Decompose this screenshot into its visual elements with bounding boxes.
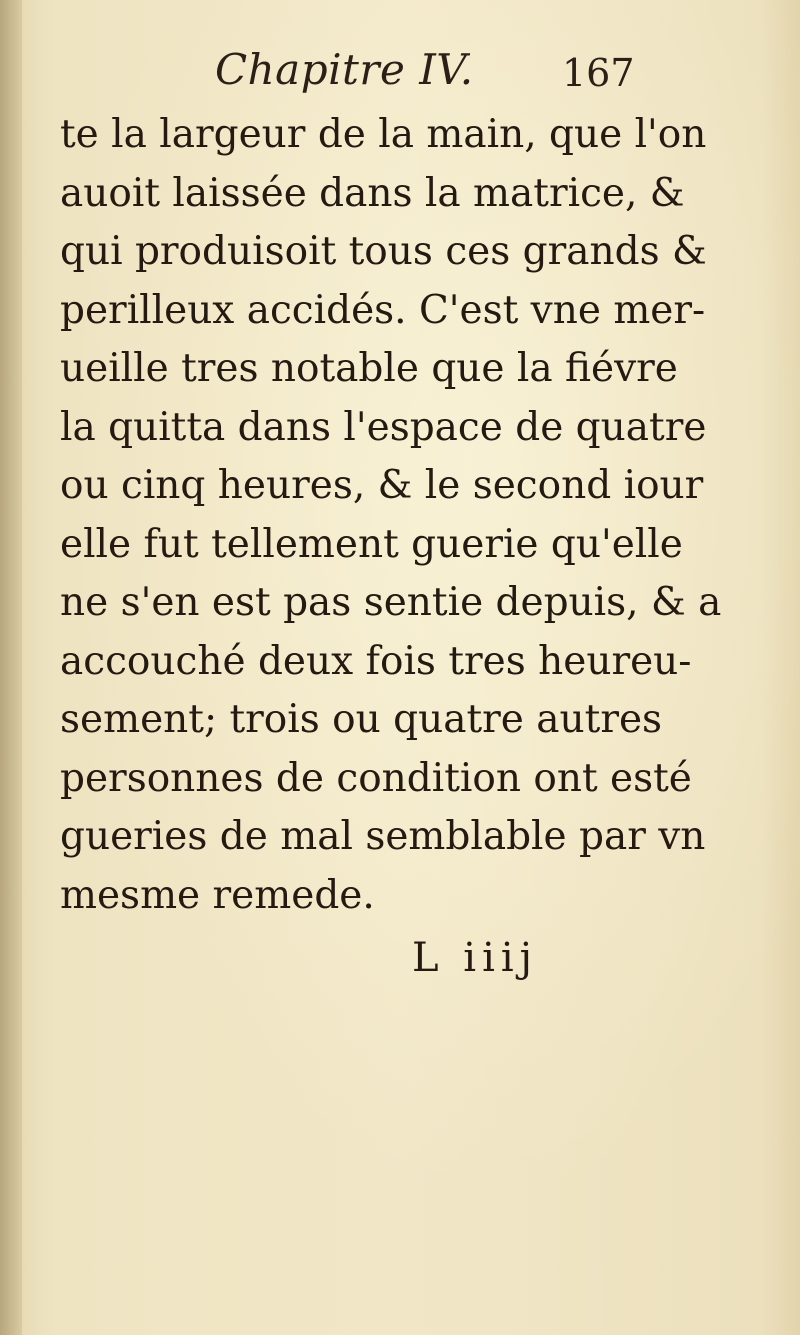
text-line: te la largeur de la main, que l'on [60, 112, 707, 157]
text-line: auoit laissée dans la matrice, & [60, 170, 685, 216]
text-line: elle fut tellement guerie qu'elle [60, 521, 683, 567]
text-line: sement; trois ou quatre autres [60, 697, 663, 742]
page-number: 167 [562, 51, 635, 95]
text-line: personnes de condition ont esté [60, 755, 692, 801]
signature-mark: L iiij [412, 935, 539, 981]
text-line: gueries de mal semblable par vn [60, 814, 706, 859]
text-line: accouché deux fois tres heureu- [60, 638, 692, 684]
text-line: ueille tres notable que la fiévre [60, 346, 678, 391]
text-line: mesme remede. [60, 872, 375, 918]
text-line: la quitta dans l'espace de quatre [60, 404, 707, 450]
text-line: ou cinq heures, & le second iour [60, 463, 704, 508]
page-gutter [0, 0, 22, 1335]
text-line: qui produisoit tous ces grands & [60, 229, 707, 274]
text-line: perilleux accidés. C'est vne mer- [60, 287, 706, 333]
text-line: ne s'en est pas sentie depuis, & a [60, 580, 722, 625]
body-text [60, 106, 722, 925]
running-title: Chapitre IV. [215, 45, 474, 94]
page-header [0, 45, 800, 101]
